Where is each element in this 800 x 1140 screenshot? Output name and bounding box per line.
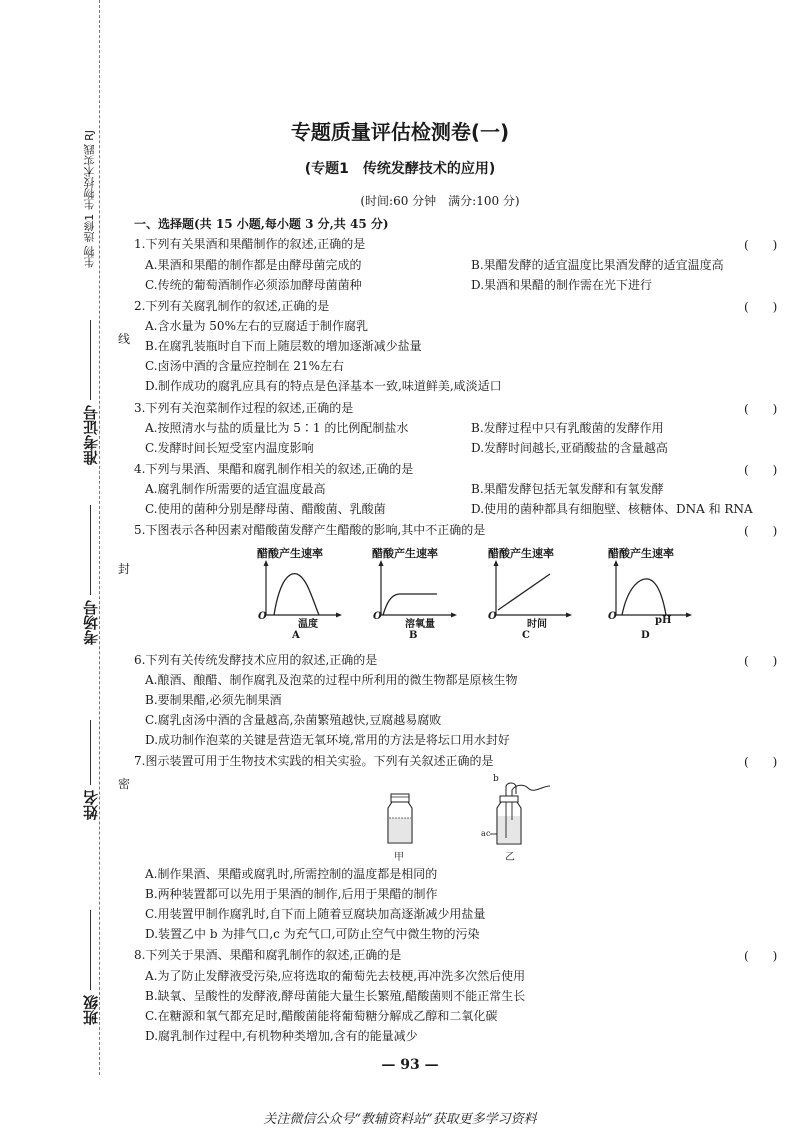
q4-option-c: C.使用的菌种分别是酵母菌、醋酸菌、乳酸菌	[145, 502, 386, 516]
answer-slot-4[interactable]: ( )	[744, 463, 778, 477]
answer-slot-2[interactable]: ( )	[744, 300, 778, 314]
series-label: 生物 选修1 生物技术实践 RJ	[83, 130, 96, 269]
apparatus-jia	[380, 792, 420, 846]
question-6-stem: 6.下列有关传统发酵技术应用的叙述,正确的是	[134, 653, 378, 667]
exam-id-line	[90, 320, 91, 400]
q8-option-a: A.为了防止发酵液受污染,应将选取的葡萄先去枝梗,再冲洗多次然后使用	[145, 969, 526, 983]
class-line	[90, 910, 91, 990]
q8-option-b: B.缺氧、呈酸性的发酵液,酵母菌能大量生长繁殖,醋酸菌则不能正常生长	[145, 989, 526, 1003]
exam-id-label: 准考证号	[82, 405, 100, 465]
graph-d-origin: O	[608, 611, 617, 622]
graph-c-tag: C	[522, 630, 530, 641]
answer-slot-1[interactable]: ( )	[744, 238, 778, 252]
q3-option-d: D.发酵时间越长,亚硝酸盐的含量越高	[471, 441, 668, 455]
page-number: — 93 —	[381, 1057, 439, 1073]
question-2-stem: 2.下列有关腐乳制作的叙述,正确的是	[134, 299, 330, 313]
graph-d-tag: D	[641, 630, 650, 641]
room-number-line	[90, 505, 91, 595]
graph-a-ylabel: 醋酸产生速率	[257, 547, 323, 560]
q3-option-a: A.按照清水与盐的质量比为 5∶1 的比例配制盐水	[145, 421, 409, 435]
apparatus-yi-a-label: a	[481, 829, 486, 838]
graph-a-xlabel: 温度	[298, 619, 318, 630]
q8-option-d: D.腐乳制作过程中,有机物种类增加,含有的能量减少	[145, 1029, 418, 1043]
q3-option-b: B.发酵过程中只有乳酸菌的发酵作用	[471, 421, 664, 435]
q2-option-d: D.制作成功的腐乳应具有的特点是色泽基本一致,味道鲜美,咸淡适口	[145, 379, 502, 393]
graph-b	[377, 560, 457, 618]
seal-line-char: 线	[118, 332, 131, 346]
q7-option-a: A.制作果酒、果醋或腐乳时,所需控制的温度都是相同的	[145, 867, 438, 881]
apparatus-jia-label: 甲	[394, 852, 404, 863]
q6-option-c: C.腐乳卤汤中酒的含量越高,杂菌繁殖越快,豆腐越易腐败	[145, 713, 442, 727]
graph-a	[262, 560, 342, 618]
graph-b-xlabel: 溶氧量	[405, 619, 435, 630]
q2-option-c: C.卤汤中酒的含量应控制在 21%左右	[145, 359, 345, 373]
q1-option-c: C.传统的葡萄酒制作必须添加酵母菌菌种	[145, 278, 362, 292]
seal-secret-char: 密	[118, 777, 131, 791]
graph-a-tag: A	[292, 630, 300, 641]
q7-option-d: D.装置乙中 b 为排气口,c 为充气口,可防止空气中微生物的污染	[145, 927, 480, 941]
answer-slot-7[interactable]: ( )	[744, 755, 778, 769]
page-title: 专题质量评估检测卷(一)	[290, 120, 510, 144]
question-3-stem: 3.下列有关泡菜制作过程的叙述,正确的是	[134, 401, 354, 415]
apparatus-yi-c-label: c	[486, 829, 491, 838]
graph-d-xlabel: pH	[655, 615, 672, 626]
graph-a-origin: O	[258, 611, 267, 622]
q1-option-d: D.果酒和果醋的制作需在光下进行	[471, 278, 653, 292]
graph-c	[492, 560, 572, 618]
q2-option-b: B.在腐乳装瓶时自下而上随层数的增加逐渐减少盐量	[145, 339, 422, 353]
q1-option-a: A.果酒和果醋的制作都是由酵母菌完成的	[145, 258, 362, 272]
q4-option-a: A.腐乳制作所需要的适宜温度最高	[145, 482, 326, 496]
class-label: 班级	[82, 995, 100, 1025]
question-5-stem: 5.下图表示各种因素对醋酸菌发酵产生醋酸的影响,其中不正确的是	[134, 523, 486, 537]
q7-option-b: B.两种装置都可以先用于果酒的制作,后用于果醋的制作	[145, 887, 438, 901]
q6-option-b: B.要制果醋,必须先制果酒	[145, 693, 282, 707]
question-4-stem: 4.下列与果酒、果醋和腐乳制作相关的叙述,正确的是	[134, 462, 414, 476]
question-8-stem: 8.下列关于果酒、果醋和腐乳制作的叙述,正确的是	[134, 948, 402, 962]
room-number-label: 考场号	[82, 600, 100, 645]
answer-slot-5[interactable]: ( )	[744, 524, 778, 538]
graph-b-tag: B	[409, 630, 418, 641]
page-subtitle: (专题1 传统发酵技术的应用)	[304, 161, 496, 177]
question-7-stem: 7.图示装置可用于生物技术实践的相关实验。下列有关叙述正确的是	[134, 754, 494, 768]
q2-option-a: A.含水量为 50%左右的豆腐适于制作腐乳	[145, 319, 368, 333]
graph-d-ylabel: 醋酸产生速率	[608, 547, 674, 560]
q1-option-b: B.果醋发酵的适宜温度比果酒发酵的适宜温度高	[471, 258, 724, 272]
apparatus-yi	[480, 780, 560, 848]
section-heading: 一、选择题(共 15 小题,每小题 3 分,共 45 分)	[134, 217, 389, 231]
apparatus-yi-b-label: b	[493, 774, 499, 784]
q7-option-c: C.用装置甲制作腐乳时,自下而上随着豆腐块加高逐渐减少用盐量	[145, 907, 486, 921]
graph-d	[612, 560, 692, 618]
answer-slot-3[interactable]: ( )	[744, 402, 778, 416]
answer-slot-6[interactable]: ( )	[744, 654, 778, 668]
q4-option-b: B.果醋发酵包括无氧发酵和有氧发酵	[471, 482, 664, 496]
q3-option-c: C.发酵时间长短受室内温度影响	[145, 441, 314, 455]
graph-b-ylabel: 醋酸产生速率	[372, 547, 438, 560]
seal-seal-char: 封	[118, 562, 131, 576]
graph-c-xlabel: 时间	[527, 619, 547, 630]
exam-meta: (时间:60 分钟 满分:100 分)	[360, 194, 520, 208]
name-label: 姓名	[82, 790, 100, 820]
graph-b-origin: O	[373, 611, 382, 622]
q4-option-d: D.使用的菌种都具有细胞壁、核糖体、DNA 和 RNA	[471, 502, 753, 516]
question-1-stem: 1.下列有关果酒和果醋制作的叙述,正确的是	[134, 237, 366, 251]
graph-c-ylabel: 醋酸产生速率	[488, 547, 554, 560]
q6-option-d: D.成功制作泡菜的关键是营造无氧环境,常用的方法是将坛口用水封好	[145, 733, 510, 747]
answer-slot-8[interactable]: ( )	[744, 949, 778, 963]
q8-option-c: C.在糖源和氧气都充足时,醋酸菌能将葡萄糖分解成乙醇和二氧化碳	[145, 1009, 498, 1023]
name-line	[90, 720, 91, 785]
apparatus-yi-label: 乙	[505, 852, 515, 863]
q6-option-a: A.酿酒、酿醋、制作腐乳及泡菜的过程中所利用的微生物都是原核生物	[145, 673, 518, 687]
footer-promo: 关注微信公众号“教辅资料站”获取更多学习资料	[263, 1112, 537, 1127]
graph-c-origin: O	[488, 611, 497, 622]
